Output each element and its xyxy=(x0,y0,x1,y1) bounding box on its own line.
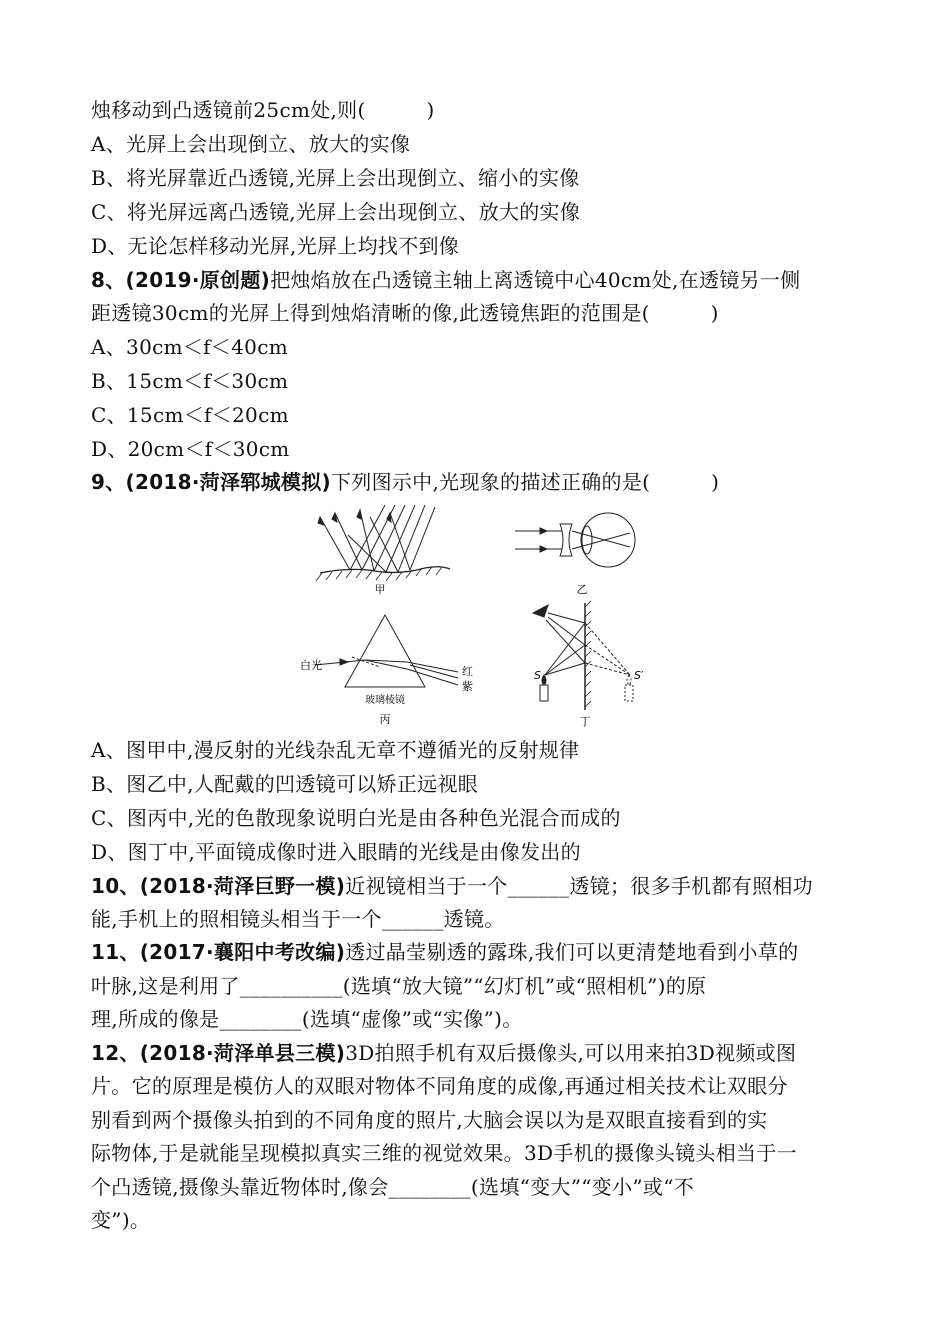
q10-number: 10、 xyxy=(91,874,140,898)
q12-stem-line5: 个凸透镜,摄像头靠近物体时,像会________(选填“变大”“变小”或“不 xyxy=(91,1175,695,1199)
q10-source: (2018·菏泽巨野一模) xyxy=(139,874,346,898)
q10-text: 近视镜相当于一个______透镜；很多手机都有照相功 xyxy=(345,874,813,898)
q8-stem-line1 xyxy=(91,268,871,292)
q12-stem-line4: 际物体,于是就能呈现模拟真实三维的视觉效果。3D手机的摄像头镜头相当于一 xyxy=(91,1141,797,1165)
diagram-yi-eye-lens xyxy=(515,513,635,567)
q11-number: 11、 xyxy=(91,940,140,964)
label-ding: 丁 xyxy=(579,715,591,728)
q7-option-b: B、将光屏靠近凸透镜,光屏上会出现倒立、缩小的实像 xyxy=(91,166,580,190)
q12-stem-line2: 片。它的原理是模仿人的双眼对物体不同角度的成像,再通过相关技术让双眼分 xyxy=(91,1074,788,1098)
diagram-ding-plane-mirror xyxy=(533,601,633,710)
q12-text: 3D拍照手机有双后摄像头,可以用来拍3D视频或图 xyxy=(345,1041,797,1065)
q8-option-d: D、20cm＜f＜30cm xyxy=(91,437,290,461)
q7-option-d: D、无论怎样移动光屏,光屏上均找不到像 xyxy=(91,234,460,258)
q9-option-b: B、图乙中,人配戴的凹透镜可以矫正远视眼 xyxy=(91,772,479,796)
q9-source: (2018·菏泽郓城模拟) xyxy=(125,470,331,494)
q9-text: 下列图示中,光现象的描述正确的是( ) xyxy=(330,470,720,494)
label-jia: 甲 xyxy=(374,583,386,596)
q8-option-b: B、15cm＜f＜30cm xyxy=(91,369,289,393)
q8-text: 把烛焰放在凸透镜主轴上离透镜中心40cm处,在透镜另一侧 xyxy=(270,268,801,292)
diagram-bing-prism xyxy=(315,615,458,687)
q8-option-c: C、15cm＜f＜20cm xyxy=(91,403,289,427)
label-prism: 玻璃棱镜 xyxy=(365,695,405,706)
q10-stem-line2: 能,手机上的照相镜头相当于一个______透镜。 xyxy=(91,907,505,931)
q12-stem-line6: 变”)。 xyxy=(91,1208,151,1232)
label-purple: 紫 xyxy=(462,680,473,693)
q7-option-c: C、将光屏远离凸透镜,光屏上会出现倒立、放大的实像 xyxy=(91,200,581,224)
q10-stem-line1 xyxy=(91,874,871,898)
label-white-light: 白光 xyxy=(300,659,322,672)
q9-option-a: A、图甲中,漫反射的光线杂乱无章不遵循光的反射规律 xyxy=(91,738,580,762)
q7-stem-continuation: 烛移动到凸透镜前25cm处,则( ) xyxy=(91,98,435,122)
q11-stem-line2: 叶脉,这是利用了__________(选填“放大镜”“幻灯机”或“照相机”)的原 xyxy=(91,974,707,998)
label-yi: 乙 xyxy=(576,583,588,596)
q9-option-c: C、图丙中,光的色散现象说明白光是由各种色光混合而成的 xyxy=(91,806,621,830)
q9-figure xyxy=(290,495,660,735)
q8-number: 8、 xyxy=(91,268,126,292)
q11-stem-line3: 理,所成的像是________(选填“虚像”或“实像”)。 xyxy=(91,1007,523,1031)
label-s: S xyxy=(534,669,541,682)
q9-number: 9、 xyxy=(91,470,126,494)
optics-diagrams xyxy=(290,495,660,735)
q12-stem-line3: 别看到两个摄像头拍到的不同角度的照片,大脑会误以为是双眼直接看到的实 xyxy=(91,1108,768,1132)
q11-text: 透过晶莹剔透的露珠,我们可以更清楚地看到小草的 xyxy=(345,940,799,964)
q9-option-d: D、图丁中,平面镜成像时进入眼睛的光线是由像发出的 xyxy=(91,840,581,864)
q12-source: (2018·菏泽单县三模) xyxy=(139,1041,346,1065)
q9-stem xyxy=(91,470,871,494)
label-red: 红 xyxy=(462,665,473,678)
q11-stem-line1 xyxy=(91,940,871,964)
q11-source: (2017·襄阳中考改编) xyxy=(139,940,346,964)
q8-source: (2019·原创题) xyxy=(125,268,271,292)
q8-option-a: A、30cm＜f＜40cm xyxy=(91,335,288,359)
diagram-jia-diffuse-reflection xyxy=(316,505,450,581)
q12-number: 12、 xyxy=(91,1041,140,1065)
q7-option-a: A、光屏上会出现倒立、放大的实像 xyxy=(91,132,411,156)
label-bing: 丙 xyxy=(379,713,391,726)
label-s-prime: S′ xyxy=(634,669,644,682)
q12-stem-line1 xyxy=(91,1041,871,1065)
q8-stem-line2: 距透镜30cm的光屏上得到烛焰清晰的像,此透镜焦距的范围是( ) xyxy=(91,301,719,325)
